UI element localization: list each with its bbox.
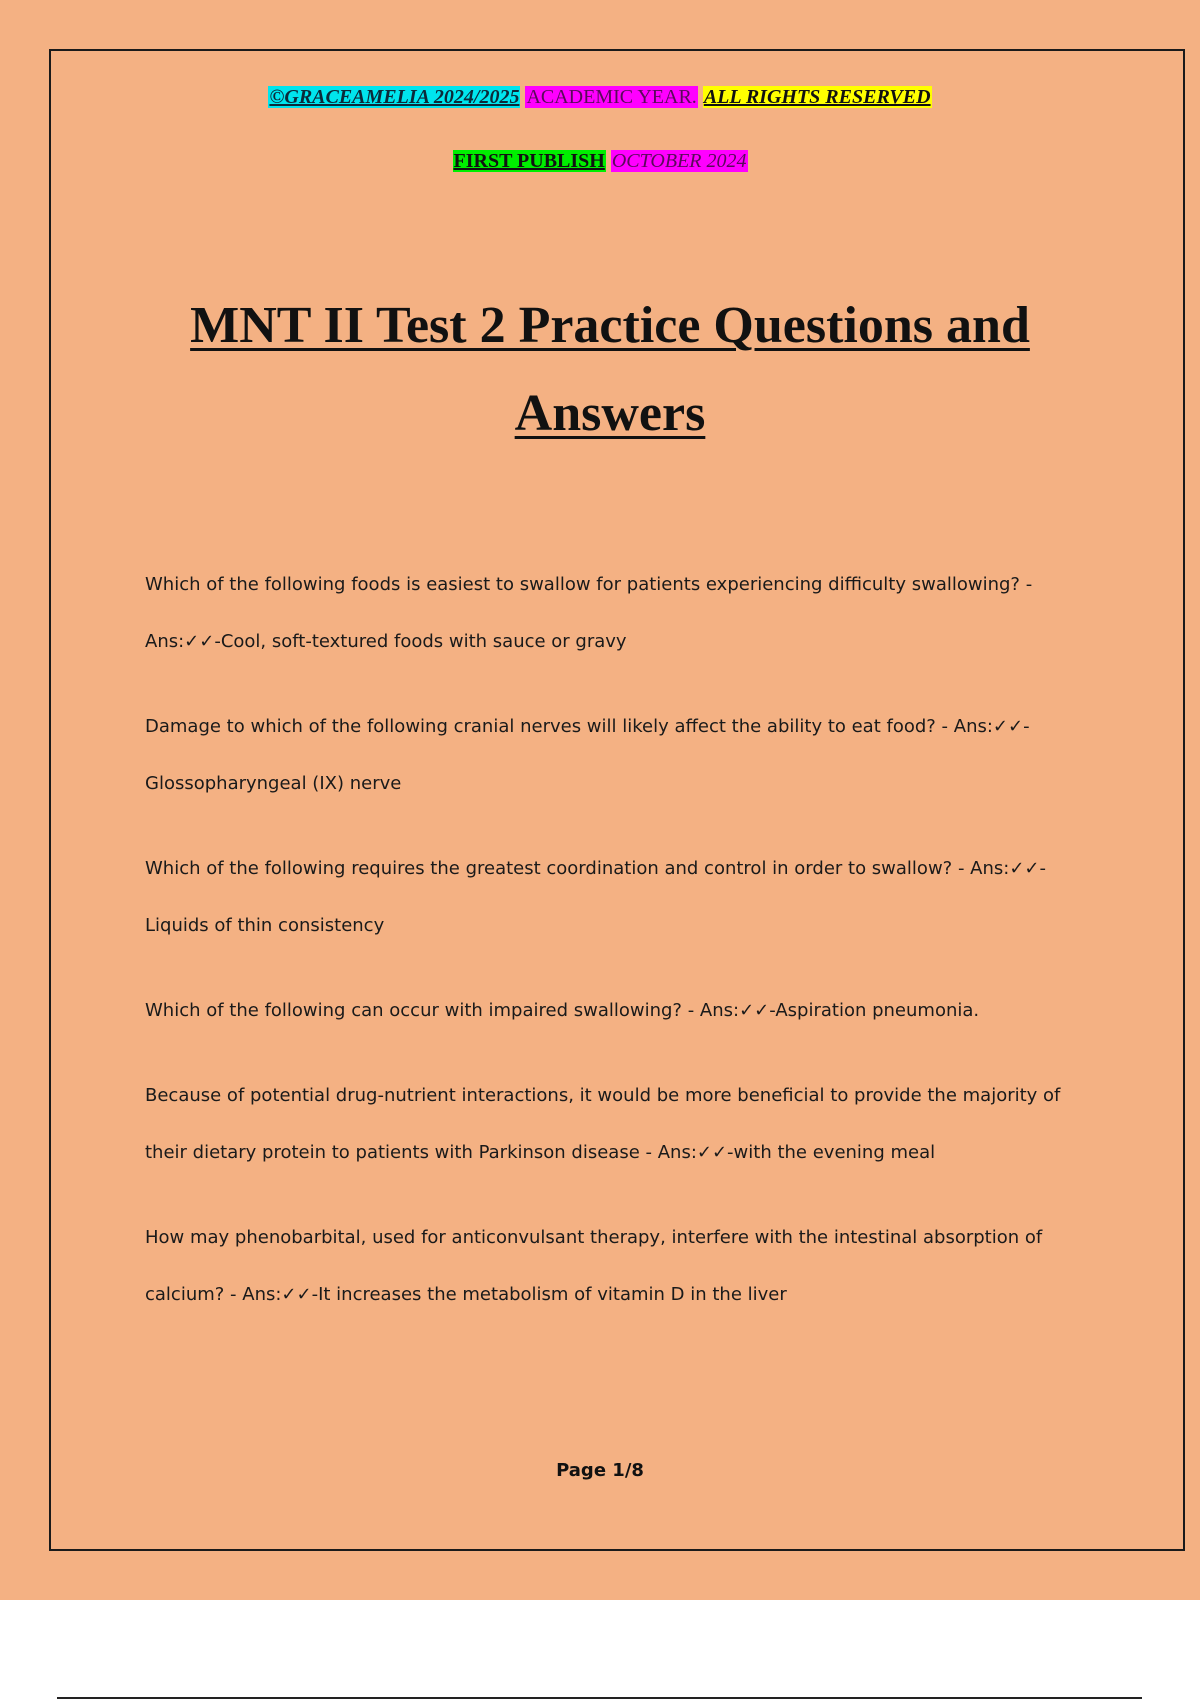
first-publish-text: FIRST PUBLISH	[453, 150, 605, 172]
qa-item: Which of the following requires the greatest coordination and control in order to swallow? - Ans:✓✓-Liquids of thin consistency	[145, 858, 1046, 936]
academic-year-text: ACADEMIC YEAR.	[526, 86, 697, 108]
next-page-top-rule	[57, 1697, 1142, 1699]
page-number: Page 1/8	[556, 1460, 644, 1481]
qa-item: Which of the following can occur with impaired swallowing? - Ans:✓✓-Aspiration pneumonia.	[145, 1000, 980, 1021]
publish-date-text: OCTOBER 2024	[611, 150, 747, 172]
qa-item: How may phenobarbital, used for anticonvulsant therapy, interfere with the intestinal absorption of calcium? - Ans:✓✓-It increases the metabolism of vitamin D in the liver	[145, 1227, 1043, 1305]
header-line-copyright	[0, 84, 1200, 110]
qa-item: Damage to which of the following cranial nerves will likely affect the ability to eat food? - Ans:✓✓-Glossopharyngeal (IX) nerve	[145, 716, 1030, 794]
rights-reserved-text: ALL RIGHTS RESERVED	[703, 86, 931, 108]
qa-item: Which of the following foods is easiest to swallow for patients experiencing difficulty swallowing? - Ans:✓✓-Cool, soft-textured foods with sauce or gravy	[145, 574, 1033, 652]
qa-list	[145, 556, 1080, 1351]
header-line-publish	[0, 148, 1200, 174]
document-title-text: MNT II Test 2 Practice Questions and Answers	[190, 297, 1030, 442]
document-title	[110, 282, 1110, 458]
qa-item: Because of potential drug-nutrient interactions, it would be more beneficial to provide the majority of their dietary protein to patients with Parkinson disease - Ans:✓✓-with the evening meal	[145, 1085, 1061, 1163]
copyright-text: ©GRACEAMELIA 2024/2025	[269, 86, 520, 108]
